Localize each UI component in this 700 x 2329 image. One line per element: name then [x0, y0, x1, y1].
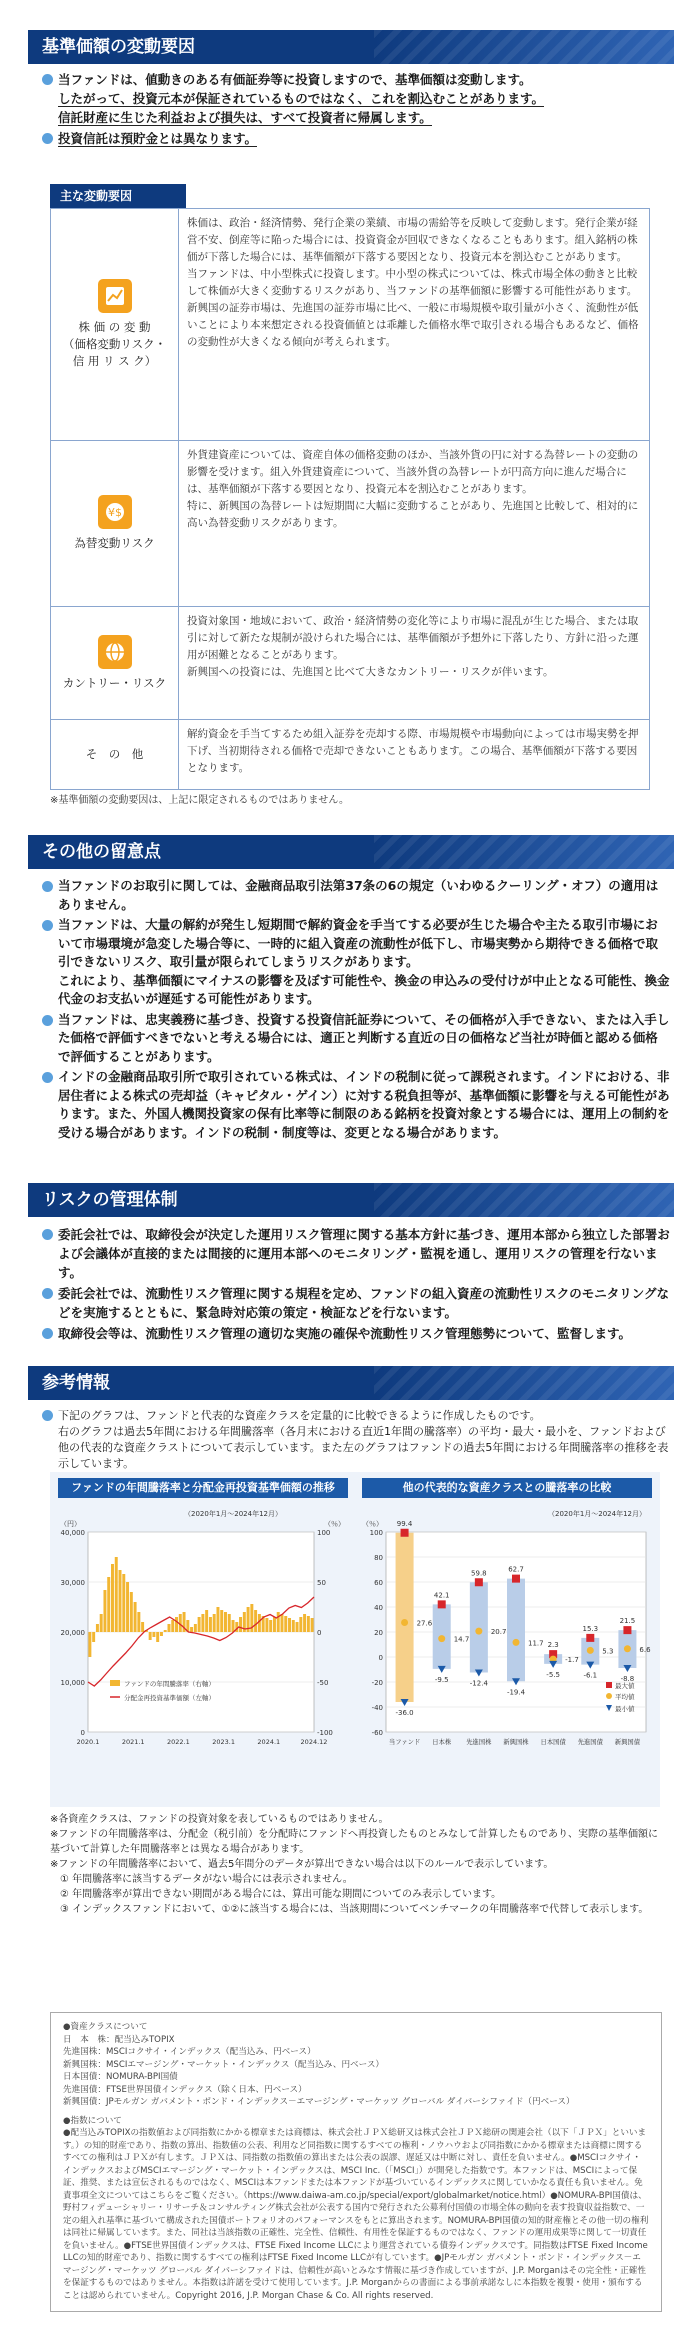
section-header-risk-management: リスクの管理体制	[28, 1183, 674, 1217]
chart-panel	[50, 1472, 660, 1807]
left-tick-label: 10,000	[60, 1679, 85, 1687]
right-axis-unit: （％）	[324, 1520, 345, 1528]
right-tick-label: -50	[317, 1679, 329, 1687]
min-value-label: -36.0	[395, 1709, 414, 1717]
x-tick-label: 2024.1	[257, 1738, 281, 1746]
right-tick-label: -100	[317, 1729, 333, 1737]
category-label: 新興国株	[503, 1739, 529, 1746]
avg-value-label: -1.7	[565, 1656, 579, 1665]
return-bar	[224, 1612, 227, 1632]
max-value-label: 42.1	[433, 1591, 450, 1600]
return-bar	[103, 1590, 106, 1632]
avg-marker	[475, 1628, 482, 1635]
chart-icon	[98, 279, 132, 313]
return-bar	[152, 1632, 155, 1637]
return-bar	[292, 1620, 295, 1632]
right-chart-title: 他の代表的な資産クラスとの騰落率の比較	[362, 1478, 652, 1498]
avg-marker	[587, 1647, 594, 1654]
return-bar	[288, 1618, 291, 1632]
list-item: 取締役会等は、流動性リスク管理の適切な実施の確保や流動性リスク管理態勢について、監督します。	[40, 1324, 670, 1343]
return-bar	[126, 1582, 129, 1632]
legend-avg: 平均値	[615, 1693, 635, 1701]
return-bar	[265, 1618, 268, 1632]
return-bar	[220, 1610, 223, 1632]
return-bar	[156, 1632, 159, 1642]
max-marker	[586, 1634, 594, 1642]
return-bar	[88, 1632, 91, 1657]
risk-note: ※基準価額の変動要因は、上記に限定されるものではありません。	[50, 795, 349, 806]
category-label: 日本国債	[540, 1739, 566, 1746]
right-tick-label: 0	[317, 1629, 322, 1637]
category-label: 先進国株	[466, 1739, 492, 1746]
list-item: 委託会社では、取締役会が決定した運用リスク管理に関する基本方針に基づき、運用本部から独立した部署および会議体が直接的または間接的に運用本部へのモニタリング・監視を通し、運用リスクの管理を行ないます。	[40, 1225, 670, 1282]
return-bar	[216, 1607, 219, 1632]
return-bar	[277, 1612, 280, 1632]
min-value-label: -12.4	[469, 1679, 488, 1688]
reference-intro	[40, 1408, 670, 1474]
legend-nav: 分配金再投資基準価額（左軸）	[124, 1694, 215, 1702]
max-marker	[512, 1575, 520, 1583]
y-tick-label: 80	[374, 1554, 383, 1562]
left-tick-label: 20,000	[60, 1629, 85, 1637]
return-bar	[239, 1617, 242, 1632]
left-tick-label: 40,000	[60, 1529, 85, 1537]
left-chart-title: ファンドの年間騰落率と分配金再投資基準価額の推移	[58, 1478, 348, 1498]
fund-return-chart	[52, 1502, 352, 1802]
return-bar	[198, 1617, 201, 1632]
risk-label-stock: 株 価 の 変 動 （価格変動リスク・ 信 用 リ ス ク）	[51, 209, 179, 441]
y-axis-unit: （％）	[362, 1520, 383, 1528]
max-marker	[623, 1626, 631, 1634]
svg-text:¥$: ¥$	[107, 506, 122, 519]
avg-marker	[513, 1639, 520, 1646]
return-bar	[134, 1602, 137, 1632]
return-bar	[269, 1620, 272, 1632]
max-value-label: 21.5	[619, 1617, 636, 1626]
return-bar	[307, 1616, 310, 1632]
return-bar	[168, 1624, 171, 1632]
return-bar	[149, 1632, 152, 1640]
return-bar	[115, 1557, 118, 1632]
return-bar	[209, 1617, 212, 1632]
list-item: 当ファンドは、値動きのある有価証券等に投資しますので、基準価額は変動します。 したがって、投資元本が保証されているものではなく、これを割込むことがあります。 信託財産に生じた利益および損失は、すべて投資者に帰属します。	[40, 70, 670, 127]
list-item: インドの金融商品取引所で取引されている株式は、インドの税制に従って課税されます。インドにおける、非居住者による株式の売却益（キャピタル・ゲイン）に対する税負担等が、基準価額に影響を与える可能性があります。また、外国人機関投資家の保有比率等に制限のある銘柄を投資対象とする場合には、運用上の制約を受ける場合があります。インドの税制・制度等は、変更となる場合があります。	[40, 1068, 670, 1142]
min-value-label: -5.5	[546, 1670, 560, 1679]
left-axis-unit: （円）	[60, 1520, 81, 1528]
y-tick-label: -20	[371, 1679, 383, 1687]
return-bar	[100, 1614, 103, 1632]
max-value-label: 15.3	[582, 1624, 599, 1633]
y-tick-label: 100	[369, 1529, 383, 1537]
x-tick-label: 2022.1	[167, 1738, 190, 1746]
return-bar	[175, 1617, 178, 1632]
max-marker	[401, 1529, 409, 1537]
return-bar	[119, 1570, 122, 1632]
range-bar	[470, 1582, 488, 1672]
risk-label-country: カントリー・リスク	[51, 607, 179, 720]
return-bar	[213, 1614, 216, 1632]
risk-table-title: 主な変動要因	[50, 184, 186, 208]
min-value-label: -19.4	[506, 1688, 526, 1697]
x-tick-label: 2021.1	[121, 1738, 145, 1746]
return-bar	[299, 1617, 302, 1632]
return-bar	[190, 1627, 193, 1632]
range-bar	[507, 1579, 525, 1682]
return-bar	[311, 1618, 314, 1632]
return-bar	[141, 1622, 144, 1632]
y-tick-label: -60	[371, 1729, 383, 1737]
asset-class-comparison-chart	[356, 1502, 656, 1802]
right-tick-label: 50	[317, 1579, 326, 1587]
list-item: 当ファンドのお取引に関しては、金融商品取引法第37条の6の規定（いわゆるクーリング・オフ）の適用はありません。	[40, 877, 670, 914]
table-row: そ の 他 解約資金を手当てするため組入証券を売却する際、市場規模や市場動向によっては市場実勢を押下げ、当初期待される価格で売却できないこともあります。この場合、基準価額が下落する要因となります。	[51, 720, 650, 790]
return-bar	[107, 1577, 110, 1632]
range-bar	[396, 1533, 414, 1702]
list-item: 当ファンドは、大量の解約が発生し短期間で解約資金を手当てする必要が生じた場合や主たる取引市場において市場環境が急変した場合等に、一時的に組入資産の流動性が低下し、市場実勢から期待できる価格で取引できないリスク、取引量が限られてしまうリスクがあります。 これにより、基準価額にマイナスの影響を及ぼす可能性や、換金の申込みの受付けが中止となる可能性、換金代金のお支払いが遅延する可能性があります。	[40, 916, 670, 1009]
x-tick-label: 2020.1	[76, 1738, 100, 1746]
left-tick-label: 30,000	[60, 1579, 85, 1587]
period-label: （2020年1月～2024年12月）	[184, 1510, 282, 1518]
return-bar	[92, 1632, 95, 1642]
risk-table	[50, 208, 650, 790]
return-bar	[194, 1624, 197, 1632]
return-bar	[281, 1614, 284, 1632]
return-bar	[111, 1564, 114, 1632]
return-bar	[284, 1616, 287, 1632]
return-bar	[201, 1614, 204, 1632]
max-marker	[475, 1578, 483, 1586]
left-tick-label: 0	[80, 1729, 85, 1737]
period-label: （2020年1月～2024年12月）	[548, 1510, 646, 1518]
table-row: カントリー・リスク 投資対象国・地域において、政治・経済情勢の変化等により市場に混乱が生じた場合、または取引に対して新たな規制が設けられた場合には、基準価額が予想外に下落したり、方針に沿った運用が困難となることがあります。 新興国への投資には、先進国と比べて大きなカントリー・リスクが伴います。	[51, 607, 650, 720]
return-bar	[171, 1620, 174, 1632]
risk-management-list	[40, 1225, 670, 1345]
legend-max: 最大値	[615, 1682, 635, 1690]
category-label: 日本株	[432, 1739, 452, 1746]
return-bar	[273, 1617, 276, 1632]
legend-min: 最小値	[615, 1705, 635, 1713]
section-header-nav-factors: 基準価額の変動要因	[28, 30, 674, 64]
return-bar	[164, 1630, 167, 1632]
list-item: 投資信託は預貯金とは異なります。	[40, 129, 670, 148]
list-item: 下記のグラフは、ファンドと代表的な資産クラスを定量的に比較できるように作成したものです。 右のグラフは過去5年間における年間騰落率（各月末における直近1年間の騰落率）の平均・最大・最小を、ファンドおよび他の代表的な資産クラストについて表示しています。また左のグラフはファンドの過去5年間における年間騰落率の推移を表示しています。	[40, 1408, 670, 1472]
return-bar	[228, 1614, 231, 1632]
max-value-label: 99.4	[396, 1519, 413, 1528]
return-bar	[232, 1620, 235, 1632]
legend-return: ファンドの年間騰落率（右軸）	[124, 1680, 215, 1688]
table-row: 株 価 の 変 動 （価格変動リスク・ 信 用 リ ス ク） 株価は、政治・経済情勢、発行企業の業績、市場の需給等を反映して変動します。発行企業が経営不安、倒産等に陥った場合には、投資資金が回収できなくなることもあります。組入銘柄の株価が下落した場合には、基準価額が下落する要因となり、投資元本を割込むことがあります。 当ファンドは、中小型株式に投資します。中小型の株式については、株式市場全体の動きと比較して株価が大きく変動するリスクがあり、当ファンドの基準価額に影響する可能性があります。 新興国の証券市場は、先進国の証券市場に比べ、一般に市場規模や取引量が小さく、流動性が低いことにより本来想定される投資価値とは乖離した価格水準で取引される場合もあるなど、価格の変動性が大きくなる傾向が考えられます。	[51, 209, 650, 441]
x-tick-label: 2023.1	[212, 1738, 235, 1746]
index-disclaimer-box: ●資産クラスについて 日 本 株：配当込みTOPIX 先進国株：MSCIコクサイ・インデックス（配当込み、円ベース） 新興国株：MSCIエマージング・マーケット・インデックス（配当込み、円ベース） 日本国債：NOMURA-BPI国債 先進国債：FTSE世界国債インデックス（除く日本、円ベース） 新興国債：JPモルガン ガバメント・ボンド・インデックス－エマージング・マーケッツ グローバル ダイバーシファイド（円ベース） ●指数について ●配当込みTOPIXの指数値および同指数にかかる標章または商標は、株式会社ＪＰＸ総研又は株式会社ＪＰＸ総研の関連会社（以下「ＪＰＸ」といいます。）の知的財産であり、指数の算出、指数値の公表、利用など同指数に関するすべての権利・ノウハウおよび同指数にかかる標章または商標に関するすべての権利はＪＰＸが有します。ＪＰＸは、同指数の指数値の算出または公表の誤謬、遅延又は中断に対し、責任を負いません。●MSCIコクサイ・インデックスおよびMSCIエマージング・マーケット・インデックスは、MSCI Inc.（「MSCI」）が開発した指数です。本ファンドは、MSCIによって保証、推奨、または宣伝されるものではなく、MSCIは本ファンドまたは本ファンドが基づいているインデックスに関していかなる責任も負いません。免責事項全文についてはこちらをご覧ください。（https://www.daiwa-am.co.jp/special/export/globalmarket/notice.html）●NOMURA-BPI国債は、野村フィデューシャリー・リサーチ＆コンサルティング株式会社が公表する国内で発行された公募利付国債の市場全体の動向を表す投資収益指数で、一定の組入れ基準に基づいて構成された国債ポートフォリオのパフォーマンスをもとに算出されます。NOMURA-BPI国債の知的財産権とその他一切の権利は同社に帰属しています。また、同社は当該指数の正確性、完全性、信頼性、有用性を保証するものではなく、ファンドの運用成果等に関して一切責任を負いません。●FTSE世界国債インデックスは、FTSE Fixed Income LLCにより運営されている債券インデックスです。同指数はFTSE Fixed Income LLCの知的財産であり、指数に関するすべての権利はFTSE Fixed Income LLCが有しています。●JPモルガン ガバメント・ボンド・インデックス－エマージング・マーケッツ グローバル ダイバーシファイドは、信頼性が高いとみなす情報に基づき作成していますが、J.P. Morganはその完全性・正確性を保証するものではありません。本指数は許諾を受けて使用しています。J.P. Morganからの書面による事前承諾なしに本指数を複製・使用・頒布することは認められていません。Copyright 2016, J.P. Morgan Chase & Co. All rights reserved.	[50, 2012, 662, 2312]
category-label: 新興国債	[614, 1739, 641, 1746]
return-bar	[205, 1610, 208, 1632]
return-bar	[160, 1632, 163, 1636]
return-bar	[96, 1624, 99, 1632]
min-value-label: -8.8	[620, 1675, 635, 1683]
legend-swatch-avg	[606, 1693, 612, 1699]
y-tick-label: 20	[374, 1629, 383, 1637]
avg-value-label: 14.7	[453, 1635, 470, 1644]
return-bar	[296, 1622, 299, 1632]
max-value-label: 2.3	[547, 1641, 559, 1650]
avg-value-label: 5.3	[602, 1647, 614, 1656]
section-header-reference: 参考情報	[28, 1366, 674, 1400]
min-value-label: -6.1	[583, 1671, 598, 1680]
avg-marker	[624, 1645, 631, 1652]
return-bar	[137, 1612, 140, 1632]
return-bar	[254, 1610, 257, 1632]
max-value-label: 62.7	[508, 1565, 524, 1574]
nav-factor-bullets	[40, 70, 670, 150]
avg-marker	[401, 1619, 408, 1626]
return-bar	[303, 1614, 306, 1632]
avg-value-label: 27.6	[416, 1619, 433, 1628]
category-label: 当ファンド	[388, 1739, 421, 1746]
risk-label-fx: ¥$ 為替変動リスク	[51, 441, 179, 607]
avg-value-label: 6.6	[639, 1645, 651, 1654]
table-row: ¥$ 為替変動リスク 外貨建資産については、資産自体の価格変動のほか、当該外貨の円に対する為替レートの変動の影響を受けます。組入外貨建資産について、当該外貨の為替レートが円高方向に進んだ場合には、基準価額が下落する要因となり、投資元本を割込むことがあります。 特に、新興国の為替レートは短期間に大幅に変動することがあり、先進国と比較して、相対的に高い為替変動リスクがあります。	[51, 441, 650, 607]
x-tick-label: 2024.12	[300, 1738, 328, 1746]
reference-notes: ※各資産クラスは、ファンドの投資対象を表しているものではありません。 ※ファンドの年間騰落率は、分配金（税引前）を分配時にファンドへ再投資したものとみなして計算したものであり、実際の基準価額に基づいて計算した年間騰落率とは異なる場合があります。 ※ファンドの年間騰落率において、過去5年間分のデータが算出できない場合は以下のルールで表示しています。 ① 年間騰落率に該当するデータがない場合には表示されません。 ② 年間騰落率が算出できない期間がある場合には、算出可能な期間についてのみ表示しています。 ③ インデックスファンドにおいて、①②に該当する場合には、当該期間についてベンチマークの年間騰落率で代替して表示します。	[50, 1814, 658, 1915]
legend-swatch-max	[606, 1682, 612, 1688]
list-item: 委託会社では、流動性リスク管理に関する規程を定め、ファンドの組入資産の流動性リスクのモニタリングなどを実施するとともに、緊急時対応策の策定・検証などを行ないます。	[40, 1284, 670, 1322]
y-tick-label: 0	[378, 1654, 383, 1662]
avg-marker	[438, 1635, 445, 1642]
return-bar	[122, 1574, 125, 1632]
right-tick-label: 100	[317, 1529, 331, 1537]
max-value-label: 59.8	[471, 1569, 487, 1578]
risk-label-other: そ の 他	[51, 720, 179, 790]
max-marker	[438, 1600, 446, 1608]
y-tick-label: 60	[374, 1579, 383, 1587]
globe-icon	[98, 635, 132, 669]
avg-value-label: 11.7	[528, 1639, 544, 1648]
section-header-other-notes: その他の留意点	[28, 835, 674, 869]
y-tick-label: 40	[374, 1604, 383, 1612]
currency-icon	[98, 495, 132, 529]
other-notes-list	[40, 877, 670, 1144]
legend-swatch-return	[110, 1680, 120, 1686]
avg-value-label: 20.7	[490, 1628, 507, 1637]
y-tick-label: -40	[371, 1704, 383, 1712]
min-value-label: -9.5	[434, 1675, 449, 1684]
list-item: 当ファンドは、忠実義務に基づき、投資する投資信託証券について、その価格が入手できない、または入手した価格で評価すべきでないと考える場合には、適正と判断する直近の日の価格など当社が時価と認める価格で評価することがあります。	[40, 1011, 670, 1067]
return-bar	[130, 1592, 133, 1632]
category-label: 先進国債	[577, 1739, 603, 1746]
